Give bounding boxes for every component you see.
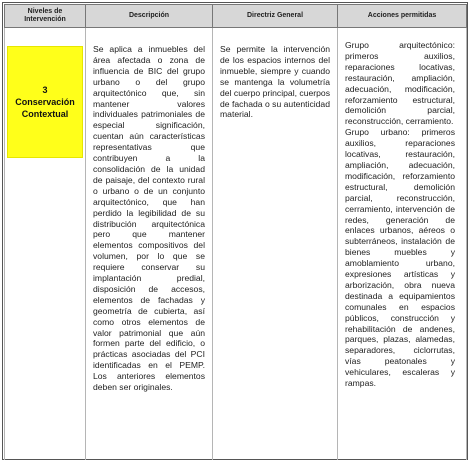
- intervention-levels-table: [4, 4, 467, 460]
- header-description-label: Descripción: [128, 12, 170, 19]
- header-directive: [213, 5, 338, 28]
- level-badge: [7, 46, 83, 158]
- table-row: [5, 28, 467, 460]
- header-levels: [5, 5, 86, 28]
- header-description: [86, 5, 213, 28]
- level-name-line1: Conservación: [15, 97, 75, 107]
- description-text: Se aplica a inmuebles del área afectada o zona de influencia de BIC del grupo urbano o del grupo arquitectónico que, sin mantener valores individuales patrimoniales de especial significación, cuentan aún características representativas que contribuyen a la consolidación de la unidad de paisaje, del contexto rural o urbano o de un conjunto arquitectónico, que han perdido la legibilidad de su distribución arquitectónica pero que mantener elementos compositivos del volumen, por lo que se requiere conservar su implantación predial, disposición de accesos, elementos de fachadas y geometría de cubierta, así como otros elementos de valor patrimonial que aún formen parte del edificio, o prácticas asociadas del PCI identificadas en el PEMP. Los anteriores elementos deben ser originales.: [93, 44, 205, 393]
- header-actions-label: Acciones permitidas: [367, 12, 437, 19]
- header-directive-label: Directriz General: [246, 12, 304, 19]
- description-cell: [86, 28, 213, 460]
- header-actions: [338, 5, 467, 28]
- directive-cell: [213, 28, 338, 460]
- actions-urban-text: Grupo urbano: primeros auxilios, reparaciones locativas, restauración, ampliación, adecuación, modificación, reforzamiento estructural, demolición parcial, reconstrucción, cerramiento, intervención de redes, generación de enlaces urbanos, aéreos o subterráneos, instalación de bienes muebles y amoblamiento urbano, expresiones artísticas y arborización, obra nueva destinada a equipamientos comunales en espacios públicos, construcción y rehabilitación de andenes, parques, plazas, alamedas, separadores, ciclorrutas, vías peatonales y vehiculares, escaleras y rampas.: [345, 127, 455, 389]
- level-number: 3: [42, 85, 48, 95]
- actions-cell: [338, 28, 467, 460]
- level-name-line2: Contextual: [21, 109, 69, 119]
- actions-architectonic-text: Grupo arquitectónico: primeros auxilios, reparaciones locativas, restauración, ampliación, adecuación, modificación, reforzamiento estructural, demolición parcial, reconstrucción, cerramiento.: [345, 40, 455, 127]
- level-cell: [5, 28, 86, 460]
- table-header-row: [5, 5, 467, 28]
- header-levels-label: Niveles de Intervención: [24, 8, 66, 23]
- directive-text: Se permite la intervención de los espacios internos del inmueble, siempre y cuando se mantenga la volumetría del cuerpo principal, cuerpos de fachada o su autenticidad material.: [220, 44, 330, 120]
